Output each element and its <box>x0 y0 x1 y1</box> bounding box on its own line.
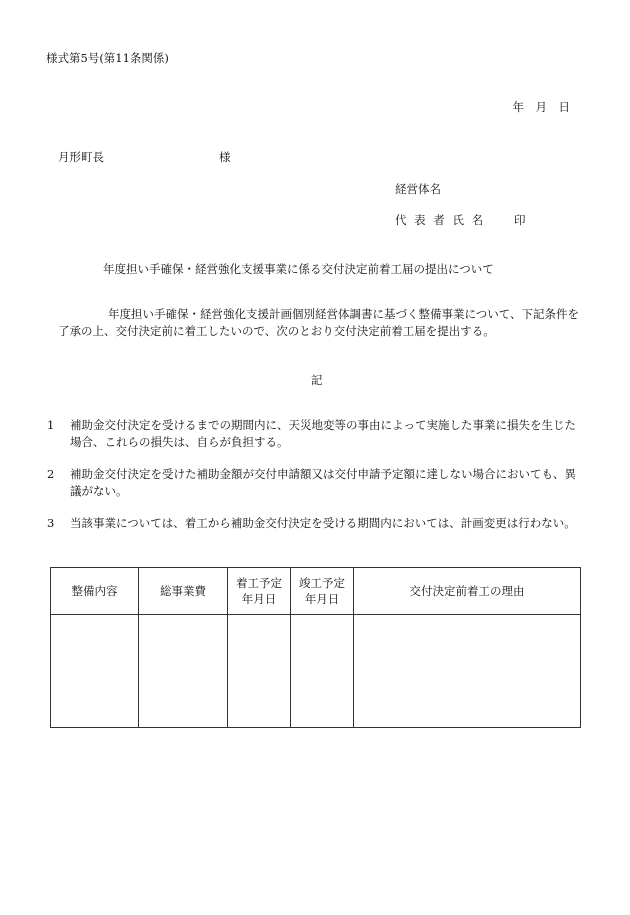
body-paragraph <box>58 306 586 340</box>
condition-text: 当該事業については、着工から補助金交付決定を受ける期間内においては、計画変更は行わない。 <box>70 516 576 530</box>
seal-mark: 印 <box>514 213 526 227</box>
construction-table <box>50 567 581 728</box>
header-completion-date: 竣工予定 年月日 <box>291 568 354 615</box>
condition-text: 補助金交付決定を受けるまでの期間内に、天災地変等の事由によって実施した事業に損失を生じた場合、これらの損失は、自らが負担する。 <box>70 418 576 449</box>
header-reason: 交付決定前着工の理由 <box>354 568 581 615</box>
condition-item <box>47 515 587 532</box>
condition-number: 2 <box>47 467 55 481</box>
header-start-date: 着工予定 年月日 <box>228 568 291 615</box>
condition-item <box>47 466 587 500</box>
body-text: 年度担い手確保・経営強化支援計画個別経営体調書に基づく整備事業について、下記条件を了承の上、交付決定前に着工したいので、次のとおり交付決定前着工届を提出する。 <box>58 307 580 338</box>
date-line: 年 月 日 <box>512 100 570 114</box>
cell-maintenance-content[interactable] <box>51 615 139 728</box>
entity-name-label: 経営体名 <box>395 182 441 196</box>
condition-text: 補助金交付決定を受けた補助金額が交付申請額又は交付申請予定額に達しない場合においても、異議がない。 <box>70 467 576 498</box>
ki-heading: 記 <box>311 373 323 387</box>
document-title: 年度担い手確保・経営強化支援事業に係る交付決定前着工届の提出について <box>103 262 494 276</box>
form-number: 様式第5号(第11条関係) <box>46 51 169 65</box>
cell-reason[interactable] <box>354 615 581 728</box>
header-total-cost: 総事業費 <box>139 568 228 615</box>
addressee: 月形町長 <box>58 150 104 164</box>
representative-label: 代 表 者 氏 名 <box>395 213 486 227</box>
cell-total-cost[interactable] <box>139 615 228 728</box>
cell-completion-date[interactable] <box>291 615 354 728</box>
condition-item <box>47 417 587 451</box>
honorific: 様 <box>219 150 231 164</box>
condition-number: 3 <box>47 516 55 530</box>
cell-start-date[interactable] <box>228 615 291 728</box>
condition-number: 1 <box>47 418 55 432</box>
header-maintenance-content: 整備内容 <box>51 568 139 615</box>
